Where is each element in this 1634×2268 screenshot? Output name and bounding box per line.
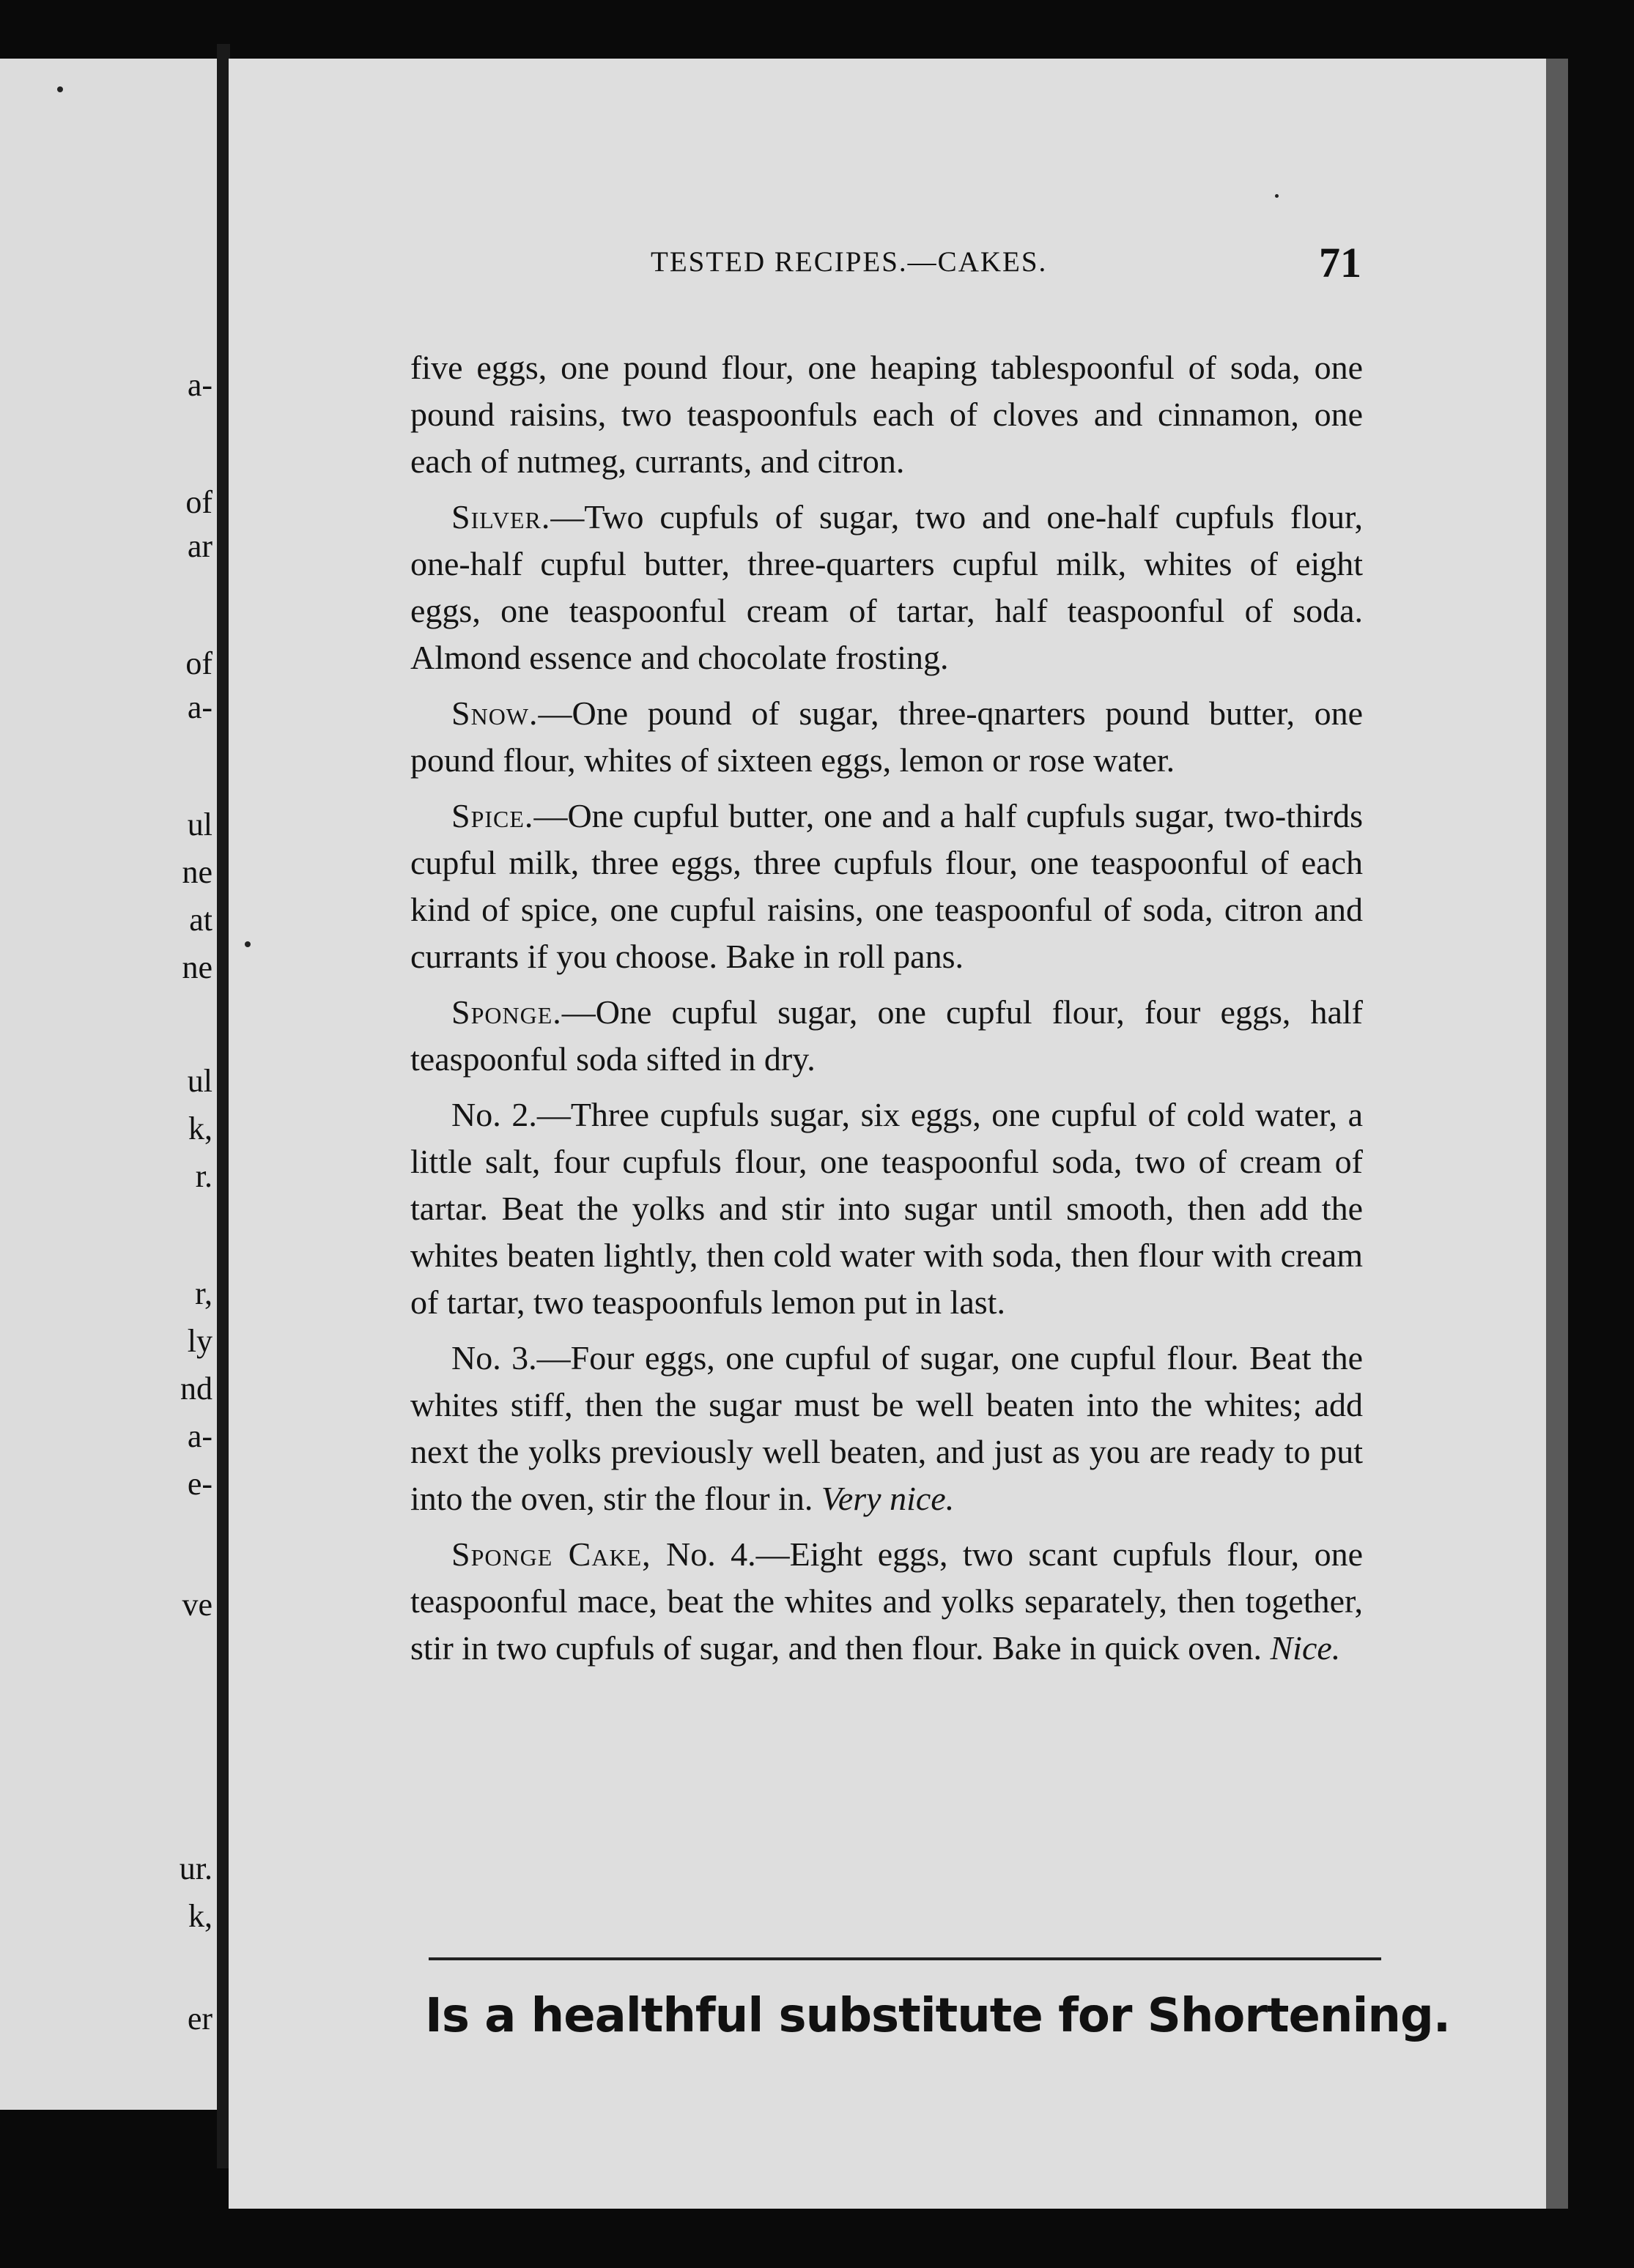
margin-fragment: r,	[195, 1275, 212, 1311]
margin-fragment: of	[185, 484, 212, 520]
recipe-paragraph	[410, 494, 1363, 681]
margin-fragment: ul	[187, 807, 212, 842]
margin-fragment: ul	[187, 1063, 212, 1099]
margin-fragment: r.	[195, 1158, 212, 1194]
ink-speck	[245, 941, 251, 947]
page-number: 71	[1319, 239, 1361, 286]
margin-fragment: ne	[182, 854, 212, 890]
recipe-body: —One cupful butter, one and a half cupfuls sugar, two-thirds cupful milk, three eggs, three cupfuls flour, one teaspoonful of each kind of spice, one cupful raisins, one teaspoonful of soda, citron and currants if you choose. Bake in roll pans.	[410, 797, 1363, 975]
recipe-paragraph	[410, 690, 1363, 784]
running-header	[424, 223, 1361, 297]
margin-fragment: k,	[188, 1898, 212, 1934]
margin-fragment: nd	[180, 1371, 212, 1407]
margin-fragment: at	[189, 902, 212, 938]
recipe-body: —One pound of sugar, three-qnarters pound butter, one pound flour, whites of sixteen eggs, lemon or rose water.	[410, 694, 1363, 779]
recipe-note: Very nice.	[821, 1480, 955, 1517]
recipe-paragraph	[410, 989, 1363, 1083]
margin-fragment: ly	[187, 1323, 212, 1359]
recipe-paragraph	[410, 1335, 1363, 1522]
recipe-text	[410, 344, 1363, 1680]
margin-fragment: a-	[187, 1418, 212, 1454]
recipe-name: Sponge Cake,	[451, 1535, 651, 1573]
recipe-name: Spice.	[451, 797, 534, 834]
ink-speck	[57, 86, 63, 92]
recipe-body: No. 4.—Eight eggs, two scant cupfuls flour, one teaspoonful mace, beat the whites and yolks separately, then together, stir in two cupfuls of sugar, and then flour. Bake in quick oven.	[410, 1535, 1364, 1667]
margin-fragment: ar	[187, 528, 212, 564]
header-title: TESTED RECIPES.—CAKES.	[651, 246, 1048, 278]
recipe-paragraph	[410, 344, 1363, 485]
left-page-edge	[0, 59, 220, 2110]
recipe-paragraph	[410, 1092, 1363, 1326]
recipe-paragraph	[410, 1531, 1363, 1672]
recipe-body: No. 2.—Three cupfuls sugar, six eggs, one cupful of cold water, a little salt, four cupfuls flour, one teaspoonful soda, two of cream of tartar. Beat the yolks and stir into sugar until smooth, then add the whites beaten lightly, then cold water with soda, then flour with cream of tartar, two teaspoonfuls lemon put in last.	[410, 1096, 1363, 1321]
margin-fragment: ve	[182, 1587, 212, 1623]
advertisement-line: Is a healthful substitute for Shortening.	[425, 1989, 1451, 2043]
margin-fragment: e-	[187, 1466, 212, 1502]
margin-fragment: a-	[187, 367, 212, 403]
margin-fragment: k,	[188, 1111, 212, 1146]
margin-fragment: ne	[182, 949, 212, 985]
recipe-note: Nice.	[1270, 1629, 1341, 1667]
recipe-name: Silver.	[451, 498, 551, 536]
recipe-name: Snow.	[451, 694, 539, 732]
recipe-body: No. 3.—Four eggs, one cupful of sugar, one cupful flour. Beat the whites stiff, then the sugar must be well beaten into the whites; add next the yolks previously well beaten, and just as you are ready to put into the oven, stir the flour in.	[410, 1339, 1363, 1517]
recipe-body: —Two cupfuls of sugar, two and one-half cupfuls flour, one-half cupful butter, three-quarters cupful milk, whites of eight eggs, one teaspoonful cream of tartar, half teaspoonful of soda. Almond essence and chocolate frosting.	[410, 498, 1363, 676]
margin-fragment: ur.	[179, 1850, 212, 1886]
recipe-name: Sponge.	[451, 993, 562, 1031]
recipe-body: five eggs, one pound flour, one heaping tablespoonful of soda, one pound raisins, two teaspoonfuls each of cloves and cinnamon, one each of nutmeg, currants, and citron.	[410, 349, 1363, 480]
recipe-body: —One cupful sugar, one cupful flour, four eggs, half teaspoonful soda sifted in dry.	[410, 993, 1363, 1078]
page-edge-shadow	[1546, 59, 1568, 2209]
margin-fragment: er	[187, 2001, 212, 2037]
ink-speck	[1275, 194, 1279, 198]
margin-fragment: a-	[187, 689, 212, 725]
divider-rule	[429, 1957, 1381, 1960]
margin-fragment: of	[185, 645, 212, 681]
recipe-paragraph	[410, 793, 1363, 980]
